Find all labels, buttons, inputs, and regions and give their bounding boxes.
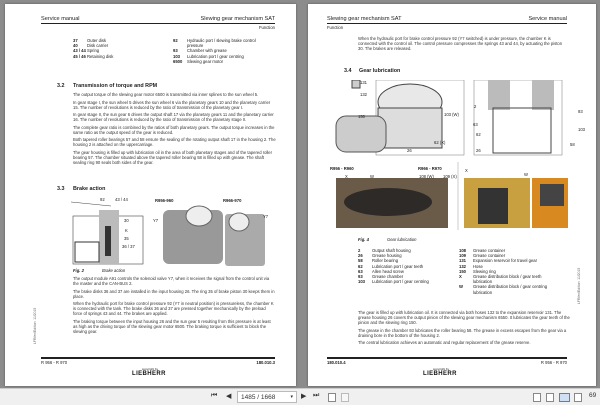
page-number-value: 1485 / 1668 (241, 394, 276, 401)
continuous-view-icon[interactable] (546, 393, 554, 402)
section-number: 3.3 (57, 186, 65, 192)
viewer-toolbar (0, 388, 600, 405)
header-left: Service manual (41, 16, 80, 22)
legend-number: 26 (358, 253, 363, 259)
paragraph: The braking torque between the input housing 26 and the sun gear 5 resulting from this pressure is at least as high as the driving torque of the slewing gear motor 6500. The braking torque is sufficient to block the slewing gear. (73, 318, 271, 334)
copyright: copyright by (432, 367, 450, 371)
legend-number: 103 (173, 53, 180, 59)
figure-caption: Fig. 2 Brake action (73, 268, 126, 273)
gear-lubrication-figure (328, 80, 568, 230)
legend-label: Chamber with grease (187, 48, 227, 54)
footer-model: R 956 - R 970 (41, 360, 68, 365)
copy-page-disabled-icon[interactable] (341, 393, 349, 402)
legend-label: Allen head screw (372, 268, 404, 274)
liebherr-logo: LIEBHERR (423, 371, 457, 377)
legend-number: 63 (358, 268, 363, 274)
paragraph: The gear housing is filled up with lubrication oil in the area of both planetary stages and of the tapered roller bearing 57. The chamber situated above the tapered roller bearing 58 is filled up with grease. The shaft sealing ring 90 seals both sides of the gear. (73, 149, 273, 165)
pdf-page-right (308, 4, 596, 386)
legend-number: 6500 (173, 58, 183, 64)
legend-right (459, 248, 559, 295)
fig-label: W (370, 174, 374, 179)
legend-number: 93 (173, 48, 178, 54)
footer-doc-number: 180.010.3 (256, 360, 275, 365)
fig-label: 109 (X) (443, 174, 457, 179)
pdf-page-left (5, 4, 296, 386)
legend-number: 131 (459, 258, 466, 264)
legend-label: Grease container (473, 253, 506, 259)
prev-page-button[interactable]: ◀ (226, 393, 232, 400)
legend-number: 108 (459, 248, 466, 253)
legend-label: Hydraulic port / slewing brake control pressure (187, 38, 256, 49)
fig-label: X (465, 168, 468, 173)
legend-number: X (459, 274, 462, 280)
legend-label: Disk carrier (87, 43, 109, 49)
legend-label: Lubrication port / gear centring (372, 279, 429, 285)
fig-label: 30 (124, 218, 129, 223)
paragraph: The gear is filled up with lubrication oil. It is connected via both hoses 132 to the expansion reservoir 131. The grease housing 26 covers the output pinion of the slewing gear mechanism 6550. It lubricates the gear teeth of the pinion and the slewing ring 150. (358, 310, 570, 325)
legend-label: Grease distribution block / gear centring lubrication (473, 284, 548, 295)
legend-number: 92 (173, 38, 178, 43)
section-title: Transmission of torque and RPM (73, 83, 158, 89)
fig-label: R966-970 (223, 198, 242, 203)
footer-model: R 956 - R 970 (540, 360, 567, 365)
legend-number: 37 (73, 38, 78, 43)
legend-number: W (459, 284, 463, 290)
paragraph: The complete gear ratio is combined by the ratios of both planetary gears. The output torque increases in the same ratio as the output speed of the gear is reduced. (73, 124, 275, 135)
brake-figure (71, 196, 281, 266)
first-page-button[interactable]: ⏮ (211, 392, 218, 399)
two-page-view-icon[interactable] (559, 393, 570, 402)
paragraph: The output module A91 controls the solenoid valve Y7, when it receives the signal from the control unit via the master and the CAN-BUS 2. (73, 276, 270, 286)
paragraph: The output torque of the slewing gear motor 6500 is transmitted via inner splines to the sun wheel 5. (73, 92, 259, 97)
fig-label: 103 (578, 127, 585, 132)
legend-label: Retaining disk (87, 53, 114, 59)
zoom-level[interactable]: 69 (589, 392, 597, 399)
paragraph: Both tapered roller bearings 57 and 58 ensure the sealing of the rotating output shaft 17 in the housing 2. The housing 2 is attached on the uppercarriage. (73, 137, 276, 147)
legend-item (173, 38, 268, 48)
legend-item (459, 274, 559, 284)
legend-number: 40 (73, 43, 78, 49)
legend-number: 93 (358, 274, 363, 280)
paragraph: The brake disks 36 and 37 are installed in the input housing 26. The ring 35 of brake piston 30 keeps them in place. (73, 288, 275, 299)
edition-text: LFR/en/Edition: 11/2015 (33, 307, 37, 344)
header-right: Service manual (528, 16, 567, 22)
fig-label: 150 (358, 114, 365, 119)
single-page-view-icon[interactable] (533, 393, 541, 402)
fig-label: 103 (W) (444, 112, 459, 117)
liebherr-logo: LIEBHERR (132, 371, 166, 377)
header-right: Slewing gear mechanism SAT (200, 16, 275, 22)
fig-label: Y7 (263, 214, 269, 219)
fig-label: 62 (X) (434, 140, 446, 145)
fig-label: X (345, 174, 348, 179)
legend-label: Outer disk (87, 38, 107, 43)
legend-left (358, 248, 458, 284)
legend-item (73, 54, 153, 59)
legend-number: 109 (459, 253, 466, 259)
legend-label: Lubrication port / gear teeth (372, 263, 424, 269)
header-left: Slewing gear mechanism SAT (327, 16, 402, 22)
legend-label: Spring (87, 48, 100, 54)
legend-number: 103 (358, 279, 365, 285)
legend-number: 2 (358, 248, 361, 253)
section-title: Gear lubrication (359, 68, 401, 74)
legend-label: Grease housing (372, 253, 402, 259)
legend-label: Expansion reservoir for travel gear (473, 258, 538, 264)
legend-number: 62 (358, 263, 363, 269)
last-page-button[interactable]: ⏭ (313, 392, 320, 399)
legend-label: Output shaft housing (372, 248, 411, 253)
legend-label: Slewing ring (473, 268, 496, 274)
legend-number: 58 (358, 258, 363, 264)
legend-right (173, 38, 268, 64)
intro-text: When the hydraulic port for brake control pressure 92 (Y7 switched) is under pressure, the chamber K is connected with the control oil. The control pressure compresses the springs 43 and 44, by actuating the piston 30. The brakes are released. (358, 36, 563, 51)
paragraph: The central lubrication achieves an automatic and regular replacement of the grease reserve. (358, 340, 531, 345)
fig-label: 108 (W) (419, 174, 434, 179)
legend-label: Lubrication port / gear centring (187, 53, 244, 59)
fig-label: R956 - R960 (330, 166, 354, 171)
chevron-down-icon[interactable]: ▾ (290, 394, 293, 400)
legend-label: Grease chamber (372, 274, 404, 280)
fig-label: R956-960 (155, 198, 174, 203)
fig-label: 26 (476, 148, 481, 153)
subheader: Function (258, 25, 275, 30)
legend-item (173, 59, 268, 64)
paragraph: When the hydraulic port for brake control pressure 92 (Y7 in neutral position) is pressureless, the chamber K is connected with the tank. The brake disks 36 and 37 are pressed together mechanically by the preload force of springs 43 and 44. The brakes are applied. (73, 301, 274, 316)
paragraph: In gear stage II, the sun gear 6 drives the output shaft 17 via the planetary gears 11 and the planetary carrier 16. The number of revolutions is reduced by the ratio of transmission of the planetary stage II. (73, 112, 274, 122)
fig-label: 92 (100, 197, 105, 202)
paragraph: In gear stage I, the sun wheel 5 drives the sun wheel 6 via the planetary gears 10 and the planetary carrier 15. The number of revolutions is reduced by the ratio of transmission of the planetary gear I. (73, 99, 271, 110)
legend-number: 150 (459, 268, 466, 274)
fig-label: 35 (124, 236, 129, 241)
legend-left (73, 38, 153, 59)
page-number-input[interactable] (237, 391, 297, 403)
legend-item (358, 279, 458, 284)
fig-label: 132 (360, 92, 367, 97)
legend-item (459, 284, 559, 294)
legend-number: 43 / 44 (73, 48, 86, 54)
fig-label: 62 (476, 132, 481, 137)
legend-label: Slewing gear motor (187, 58, 224, 64)
fig-label: Y7 (153, 218, 159, 223)
legend-number: 132 (459, 263, 466, 269)
copy-page-icon[interactable] (328, 393, 336, 402)
fig-label: 43 / 44 (115, 197, 128, 202)
fig-label: 36 / 37 (122, 244, 135, 249)
figure-caption: Fig. 4 Gear lubrication (358, 237, 417, 242)
legend-label: Hose (473, 263, 483, 269)
subheader: Function (327, 25, 344, 30)
fig-label: 26 (407, 148, 412, 153)
section-number: 3.2 (57, 83, 65, 89)
fig-label: W (524, 172, 528, 177)
legend-label: Grease distribution block / gear teeth lubrication (473, 274, 542, 285)
legend-number: 45 / 46 (73, 53, 86, 59)
fig-label: K (125, 228, 128, 233)
section-text (358, 310, 570, 348)
legend-label: Roller bearing (372, 258, 399, 264)
section-number: 3.4 (344, 68, 352, 74)
fig-label: 131 (360, 80, 367, 85)
section-text (73, 276, 276, 336)
edition-text: LFR/en/Edition: 11/2015 (577, 267, 581, 304)
paragraph: The grease in the chamber 93 lubricates the roller bearing 58. The grease in excess escapes from the gear via a draining bore in the bottom of the housing 2. (358, 327, 567, 338)
fig-label: 58 (570, 142, 575, 147)
next-page-button[interactable]: ▶ (301, 393, 307, 400)
legend-label: Grease container (473, 248, 506, 253)
fig-label: 63 (473, 122, 478, 127)
footer-doc-number: 180.010.4 (327, 360, 346, 365)
copyright: copyright by (141, 367, 159, 371)
two-page-continuous-view-icon[interactable] (574, 393, 582, 402)
fig-label: 2 (474, 104, 477, 109)
section-text (73, 92, 276, 167)
fig-label: R966 - R970 (418, 166, 442, 171)
fig-label: 93 (578, 109, 583, 114)
section-title: Brake action (73, 186, 106, 192)
